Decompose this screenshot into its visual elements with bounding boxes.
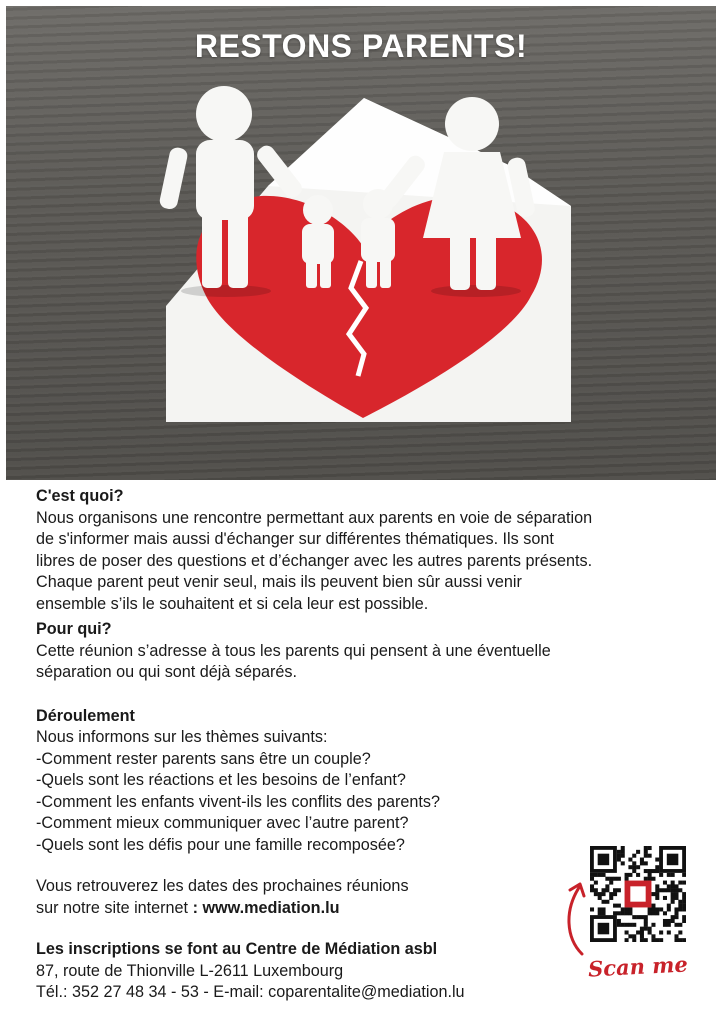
list-item: -Comment les enfants vivent-ils les conflits des parents?	[36, 792, 440, 811]
section-cest-quoi	[36, 486, 706, 615]
website-link[interactable]: : www.mediation.lu	[192, 898, 340, 917]
list-item: -Quels sont les défis pour une famille recomposée?	[36, 835, 405, 854]
page-title: RESTONS PARENTS!	[194, 28, 528, 64]
text-line: séparation ou qui sont déjà séparés.	[36, 663, 297, 681]
text-line: Nous organisons une rencontre permettant aux parents en voie de séparation	[36, 508, 593, 527]
text-line: Chaque parent peut venir seul, mais ils peuvent bien sûr aussi venir	[36, 573, 522, 591]
list-item: -Comment mieux communiquer avec l’autre parent?	[36, 814, 409, 832]
section-pour-qui	[36, 619, 706, 684]
text-line: Nous informons sur les thèmes suivants:	[36, 728, 328, 746]
qr-code-icon	[590, 846, 686, 942]
text-line: de s'informer mais aussi d'échanger sur différentes thématiques. Ils sont	[36, 530, 554, 548]
text-line: Cette réunion s’adresse à tous les parents qui pensent à une éventuelle	[36, 641, 551, 660]
address-text: 87, route de Thionville L-2611 Luxembourg	[36, 961, 344, 980]
scan-me-caption: Scan me	[587, 951, 689, 982]
arrow-up-icon	[560, 878, 594, 958]
section-heading: Déroulement	[36, 706, 135, 725]
hero-image	[6, 6, 716, 480]
section-heading: C'est quoi?	[36, 487, 124, 505]
list-item: -Quels sont les réactions et les besoins de l’enfant?	[36, 771, 406, 789]
text-line: ensemble s’ils le souhaitent et si cela leur est possible.	[36, 594, 429, 613]
list-item: -Comment rester parents sans être un couple?	[36, 749, 371, 768]
text-fragment: sur notre site internet	[36, 898, 193, 917]
phone-email-text[interactable]: Tél.: 352 27 48 34 - 53 - E-mail: coparentalite@mediation.lu	[36, 983, 465, 1001]
family-heart-illustration	[6, 6, 716, 480]
section-heading: Pour qui?	[36, 620, 112, 638]
text-line: Vous retrouverez les dates des prochaines réunions	[36, 877, 409, 895]
section-deroulement	[36, 706, 706, 857]
text-line: libres de poser des questions et d’échanger avec les autres parents présents.	[36, 551, 593, 570]
qr-code[interactable]	[590, 846, 686, 942]
contact-heading: Les inscriptions se font au Centre de Médiation asbl	[36, 940, 438, 958]
